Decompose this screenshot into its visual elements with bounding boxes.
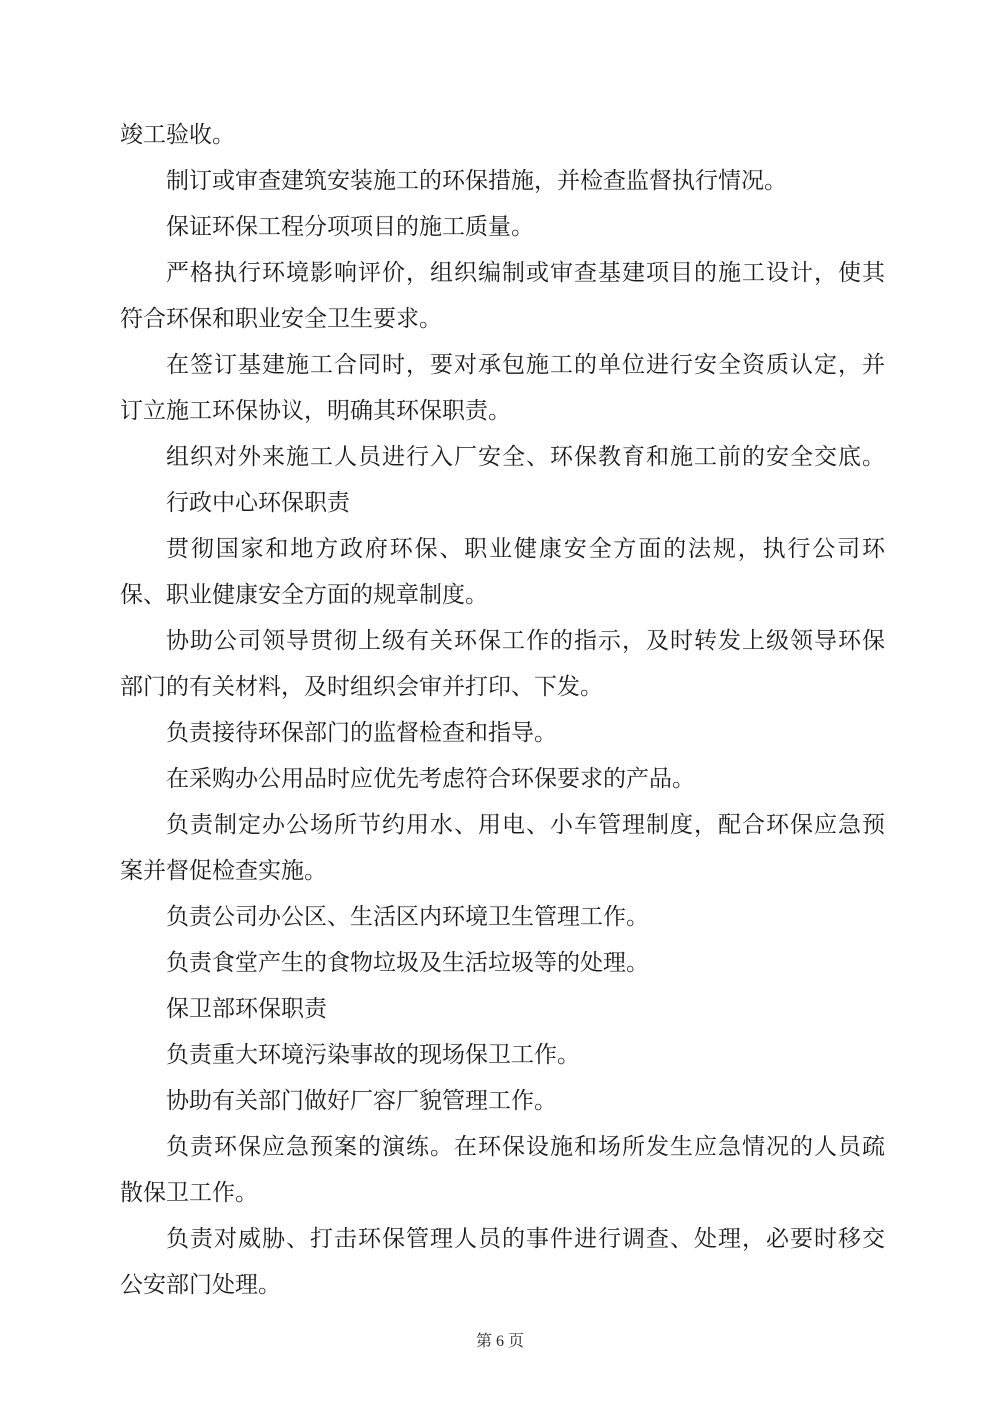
paragraph xyxy=(120,1032,885,1078)
text-line: 协助公司领导贯彻上级有关环保工作的指示，及时转发上级领导环保 xyxy=(166,628,885,653)
text-line: 贯彻国家和地方政府环保、职业健康安全方面的法规，执行公司环 xyxy=(166,536,885,561)
text-line: 在采购办公用品时应优先考虑符合环保要求的产品。 xyxy=(166,766,695,791)
text-line: 保卫部环保职责 xyxy=(166,996,327,1021)
text-line: 保证环保工程分项项目的施工质量。 xyxy=(166,214,534,239)
paragraph xyxy=(120,1124,885,1216)
paragraph xyxy=(120,480,885,526)
text-line: 在签订基建施工合同时，要对承包施工的单位进行安全资质认定，并 xyxy=(166,352,885,377)
paragraph xyxy=(120,434,885,480)
text-line: 部门的有关材料，及时组织会审并打印、下发。 xyxy=(120,674,603,699)
text-line: 散保卫工作。 xyxy=(120,1180,258,1205)
text-line: 负责接待环保部门的监督检查和指导。 xyxy=(166,720,557,745)
paragraph xyxy=(120,894,885,940)
text-line: 订立施工环保协议，明确其环保职责。 xyxy=(120,398,511,423)
text-line: 符合环保和职业安全卫生要求。 xyxy=(120,306,442,331)
paragraph xyxy=(120,250,885,342)
paragraph xyxy=(120,1078,885,1124)
text-line: 负责食堂产生的食物垃圾及生活垃圾等的处理。 xyxy=(166,950,649,975)
page-footer xyxy=(0,1328,1000,1351)
paragraph xyxy=(120,112,885,158)
text-line: 组织对外来施工人员进行入厂安全、环保教育和施工前的安全交底。 xyxy=(166,444,885,469)
text-line: 行政中心环保职责 xyxy=(166,490,350,515)
paragraph xyxy=(120,940,885,986)
paragraph xyxy=(120,526,885,618)
text-line: 负责公司办公区、生活区内环境卫生管理工作。 xyxy=(166,904,649,929)
text-line: 负责对威胁、打击环保管理人员的事件进行调查、处理，必要时移交 xyxy=(166,1226,885,1251)
paragraph xyxy=(120,986,885,1032)
document-body xyxy=(120,112,885,1308)
text-line: 公安部门处理。 xyxy=(120,1272,281,1297)
text-line: 协助有关部门做好厂容厂貌管理工作。 xyxy=(166,1088,557,1113)
paragraph xyxy=(120,802,885,894)
text-line: 严格执行环境影响评价，组织编制或审查基建项目的施工设计，使其 xyxy=(166,260,885,285)
text-line: 负责制定办公场所节约用水、用电、小车管理制度，配合环保应急预 xyxy=(166,812,885,837)
text-line: 负责环保应急预案的演练。在环保设施和场所发生应急情况的人员疏 xyxy=(166,1134,885,1159)
text-line: 保、职业健康安全方面的规章制度。 xyxy=(120,582,488,607)
paragraph xyxy=(120,158,885,204)
text-line: 制订或审查建筑安装施工的环保措施，并检查监督执行情况。 xyxy=(166,168,787,193)
text-line: 案并督促检查实施。 xyxy=(120,858,327,883)
paragraph xyxy=(120,204,885,250)
paragraph xyxy=(120,618,885,710)
page-number: 第 6 页 xyxy=(475,1333,524,1350)
paragraph xyxy=(120,756,885,802)
paragraph xyxy=(120,342,885,434)
text-line: 负责重大环境污染事故的现场保卫工作。 xyxy=(166,1042,580,1067)
text-line: 竣工验收。 xyxy=(120,122,235,147)
paragraph xyxy=(120,1216,885,1308)
paragraph xyxy=(120,710,885,756)
